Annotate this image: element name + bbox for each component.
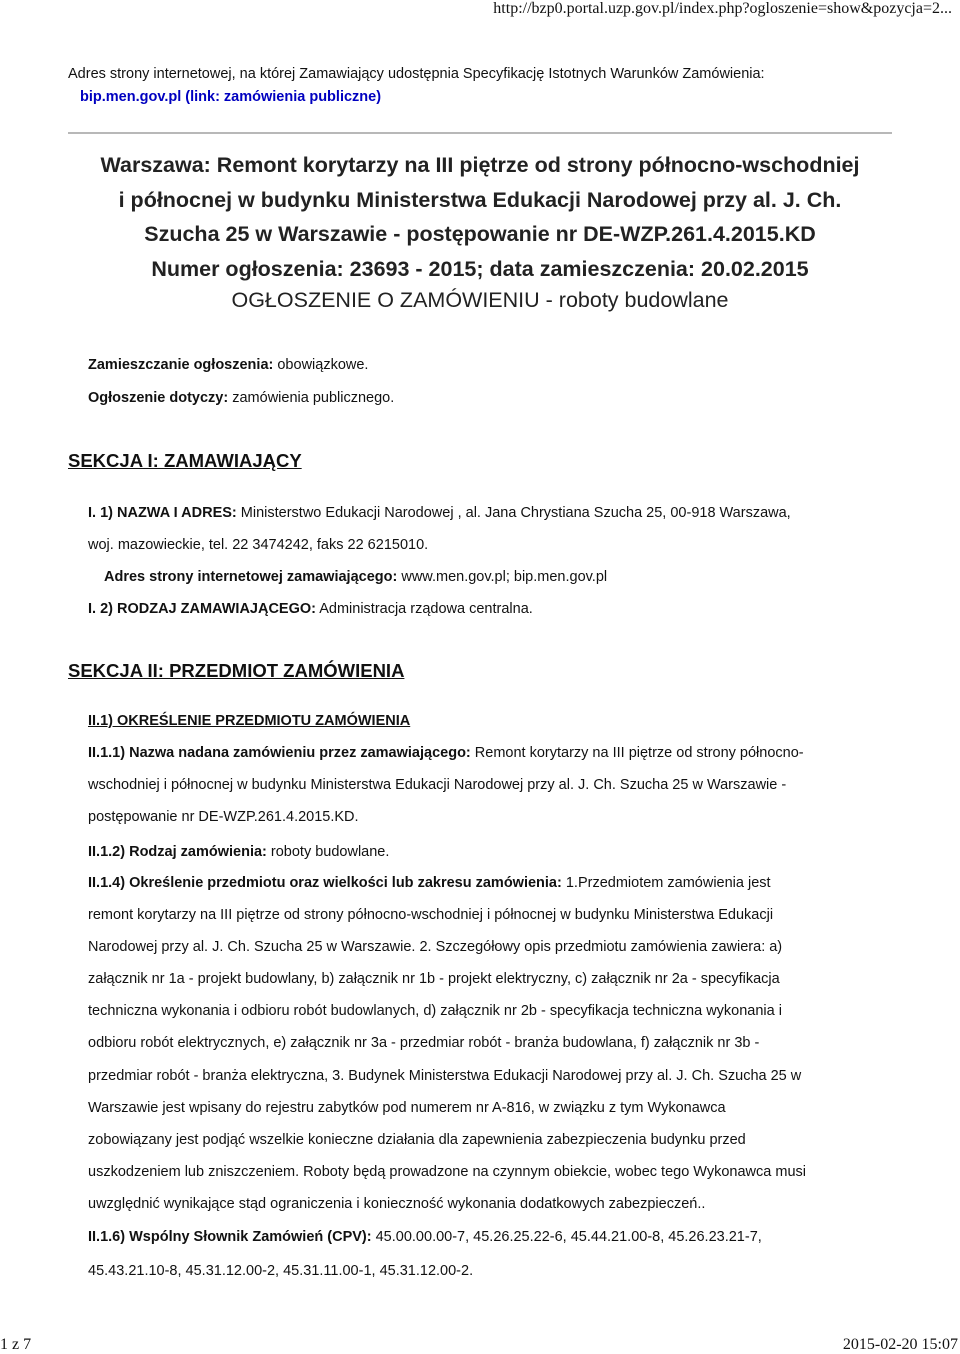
header-divider: [68, 132, 892, 134]
subject-subheading: II.1) OKREŚLENIE PRZEDMIOTU ZAMÓWIENIA: [88, 713, 411, 729]
contracting-type-value: Administracja rządowa centralna.: [315, 601, 533, 617]
scope-line: remont korytarzy na III piętrze od strony północno-wschodniej i północnej w budynku Ministerstwa Edukacji: [88, 907, 774, 923]
title-line: Szucha 25 w Warszawie - postępowanie nr DE-WZP.261.4.2015.KD: [144, 222, 816, 246]
name-address-value: Ministerstwo Edukacji Narodowej , al. Jana Chrystiana Szucha 25, 00-918 Warszawa,: [236, 505, 791, 521]
cpv-value: 45.00.00.00-7, 45.26.25.22-6, 45.44.21.00-8, 45.26.23.21-7,: [371, 1229, 762, 1245]
contracting-type-label: I. 2) RODZAJ ZAMAWIAJĄCEGO:: [88, 601, 316, 617]
intro-text: Adres strony internetowej, na której Zamawiający udostępnia Specyfikację Istotnych Warunków Zamówienia:: [68, 66, 765, 82]
scope-row: [88, 874, 771, 892]
contracting-type-row: [88, 600, 533, 618]
website-value: www.men.gov.pl; bip.men.gov.pl: [397, 569, 608, 585]
cpv-row: [88, 1228, 762, 1246]
title-line: Numer ogłoszenia: 23693 - 2015; data zamieszczenia: 20.02.2015: [151, 256, 809, 281]
concerns-value: zamówienia publicznego.: [228, 390, 395, 406]
scope-line: załącznik nr 1a - projekt budowlany, b) załącznik nr 1b - projekt elektryczny, c) załącznik nr 2a - specyfikacja: [88, 971, 780, 987]
scope-line: uwzględnić wynikające stąd ograniczenia i konieczność wykonania dodatkowych zabezpieczeń..: [88, 1196, 706, 1212]
scope-line: uszkodzeniem lub zniszczeniem. Roboty będą prowadzone na czynnym obiekcie, wobec tego Wykonawca musi: [88, 1164, 806, 1180]
section-2-heading: SEKCJA II: PRZEDMIOT ZAMÓWIENIA: [68, 660, 405, 681]
website-row: [104, 568, 607, 586]
title-line: Warszawa: Remont korytarzy na III piętrze od strony północno-wschodniej: [100, 153, 860, 177]
order-kind-row: [88, 843, 389, 861]
cpv-line2: 45.43.21.10-8, 45.31.12.00-2, 45.31.11.00-1, 45.31.12.00-2.: [88, 1263, 474, 1279]
order-name-value: Remont korytarzy na III piętrze od strony północno-: [470, 745, 804, 761]
concerns-label: Ogłoszenie dotyczy:: [88, 390, 229, 406]
order-name-line2: wschodniej i północnej w budynku Ministerstwa Edukacji Narodowej przy al. J. Ch. Szucha 25 w Warszawie -: [88, 777, 787, 793]
section-1-heading: SEKCJA I: ZAMAWIAJĄCY: [68, 450, 302, 471]
order-name-row: [88, 744, 804, 762]
title-line: i północnej w budynku Ministerstwa Edukacji Narodowej przy al. J. Ch.: [118, 187, 842, 212]
cpv-label: II.1.6) Wspólny Słownik Zamówień (CPV):: [88, 1229, 372, 1245]
scope-line: zobowiązany jest podjąć wszelkie konieczne działania dla zapewnienia zabezpieczenia budynku przed: [88, 1132, 746, 1148]
name-address-line2: woj. mazowieckie, tel. 22 3474242, faks 22 6215010.: [88, 537, 429, 553]
name-address-label: I. 1) NAZWA I ADRES:: [88, 505, 237, 521]
scope-first: 1.Przedmiotem zamówienia jest: [561, 875, 771, 891]
header-url: http://bzp0.portal.uzp.gov.pl/index.php?ogloszenie=show&pozycja=2...: [493, 0, 952, 17]
scope-line: przedmiar robót - branża elektryczna, 3. Budynek Ministerstwa Edukacji Narodowej przy al. J. Ch. Szucha 25 w: [88, 1068, 802, 1084]
scope-line: Narodowej przy al. J. Ch. Szucha 25 w Warszawie. 2. Szczegółowy opis przedmiotu zamówienia zawiera: a): [88, 939, 783, 955]
order-name-line3: postępowanie nr DE-WZP.261.4.2015.KD.: [88, 809, 359, 825]
website-label: Adres strony internetowej zamawiającego:: [104, 569, 398, 585]
scope-line: Warszawie jest wpisany do rejestru zabytków pod numerem nr A-816, w związku z tym Wykonawca: [88, 1100, 726, 1116]
placement-label: Zamieszczanie ogłoszenia:: [88, 357, 274, 373]
notice-subtitle: OGŁOSZENIE O ZAMÓWIENIU - roboty budowlane: [231, 288, 729, 312]
scope-line: odbioru robót elektrycznych, e) załącznik nr 3a - przedmiar robót - branża budowlana, f) załącznik nr 3b -: [88, 1035, 760, 1051]
order-kind-label: II.1.2) Rodzaj zamówienia:: [88, 844, 267, 860]
order-kind-value: roboty budowlane.: [266, 844, 390, 860]
placement-value: obowiązkowe.: [273, 357, 369, 373]
page-number: 1 z 7: [0, 1336, 32, 1353]
print-datetime: 2015-02-20 15:07: [842, 1336, 958, 1353]
concerns-row: [88, 389, 394, 407]
scope-line: techniczna wykonania i odbioru robót budowlanych, d) załącznik nr 2b - specyfikacja techniczna wykonania i: [88, 1003, 782, 1019]
order-name-label: II.1.1) Nazwa nadana zamówieniu przez zamawiającego:: [88, 745, 471, 761]
siwz-link[interactable]: bip.men.gov.pl (link: zamówienia publiczne): [80, 89, 382, 105]
notice-title: [68, 148, 892, 286]
name-address-row: [88, 504, 791, 522]
scope-label: II.1.4) Określenie przedmiotu oraz wielkości lub zakresu zamówienia:: [88, 875, 562, 891]
placement-row: [88, 356, 368, 374]
